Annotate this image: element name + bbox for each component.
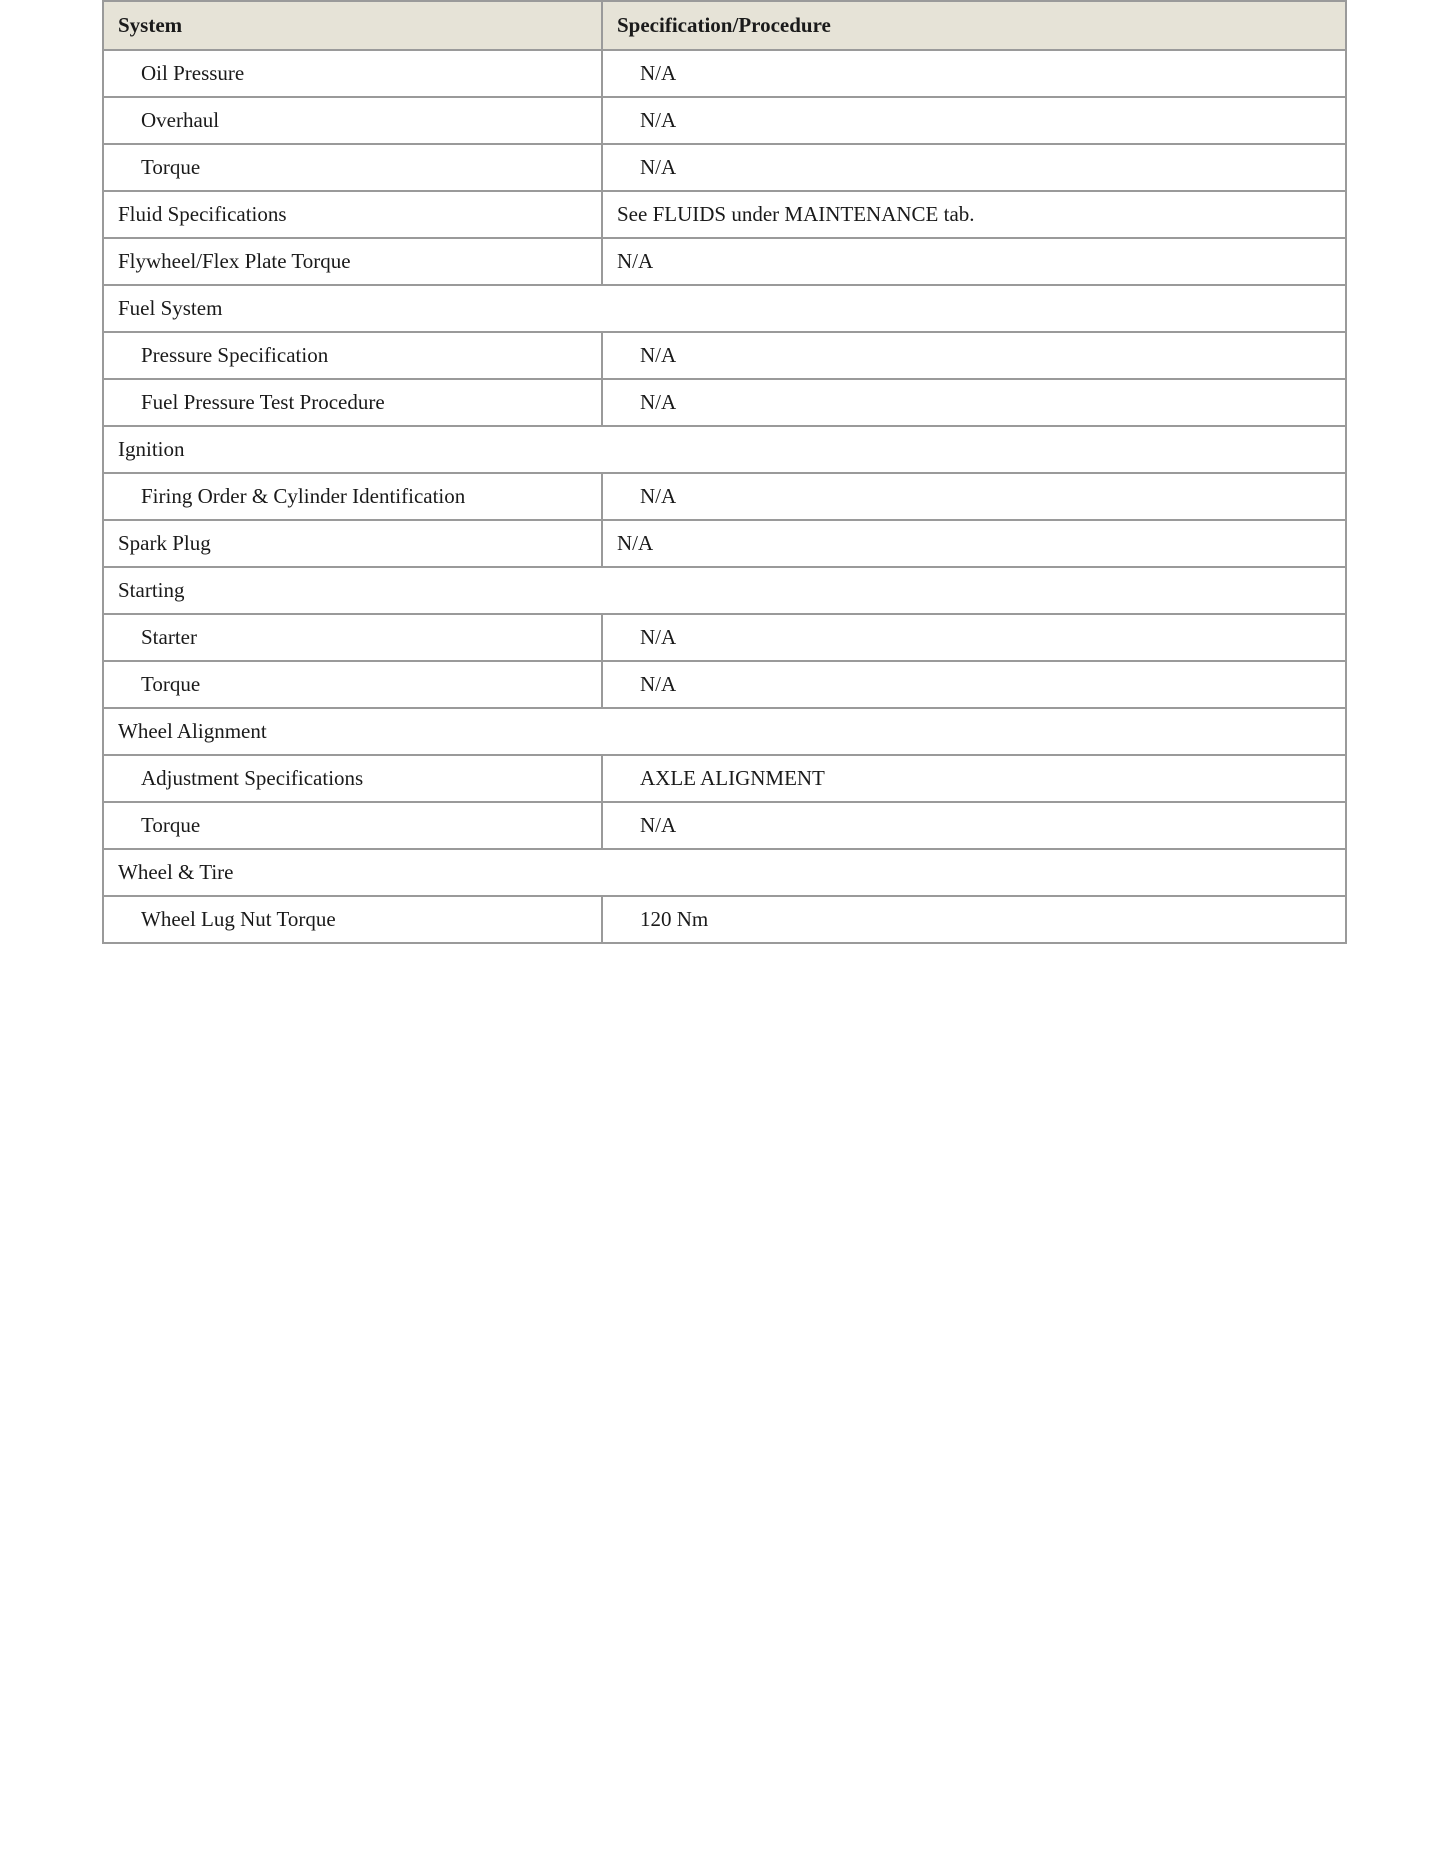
table-group-row	[103, 426, 1346, 473]
specification-cell: N/A	[602, 614, 1346, 661]
table-header	[103, 1, 1346, 50]
specification-cell: AXLE ALIGNMENT	[602, 755, 1346, 802]
specification-cell: N/A	[602, 379, 1346, 426]
table-row	[103, 144, 1346, 191]
table-row	[103, 896, 1346, 943]
table-row	[103, 97, 1346, 144]
specification-table	[102, 0, 1347, 944]
table-row	[103, 520, 1346, 567]
system-cell: Overhaul	[103, 97, 602, 144]
specification-cell: N/A	[602, 520, 1346, 567]
table-group-row	[103, 708, 1346, 755]
column-header-specification: Specification/Procedure	[602, 1, 1346, 50]
system-cell: Torque	[103, 144, 602, 191]
group-label: Wheel & Tire	[103, 849, 1346, 896]
system-cell: Spark Plug	[103, 520, 602, 567]
specification-cell: N/A	[602, 97, 1346, 144]
group-label: Wheel Alignment	[103, 708, 1346, 755]
system-cell: Firing Order & Cylinder Identification	[103, 473, 602, 520]
specification-cell: See FLUIDS under MAINTENANCE tab.	[602, 191, 1346, 238]
table-row	[103, 379, 1346, 426]
table-row	[103, 473, 1346, 520]
system-cell: Torque	[103, 661, 602, 708]
table-row	[103, 802, 1346, 849]
specification-cell: N/A	[602, 661, 1346, 708]
system-cell: Flywheel/Flex Plate Torque	[103, 238, 602, 285]
specification-cell: N/A	[602, 332, 1346, 379]
specification-cell: N/A	[602, 144, 1346, 191]
table-group-row	[103, 567, 1346, 614]
system-cell: Starter	[103, 614, 602, 661]
specification-cell: N/A	[602, 473, 1346, 520]
specification-cell: 120 Nm	[602, 896, 1346, 943]
table-group-row	[103, 849, 1346, 896]
system-cell: Fuel Pressure Test Procedure	[103, 379, 602, 426]
specification-cell: N/A	[602, 50, 1346, 97]
table-row	[103, 332, 1346, 379]
system-cell: Torque	[103, 802, 602, 849]
group-label: Fuel System	[103, 285, 1346, 332]
system-cell: Fluid Specifications	[103, 191, 602, 238]
system-cell: Oil Pressure	[103, 50, 602, 97]
group-label: Ignition	[103, 426, 1346, 473]
specification-cell: N/A	[602, 802, 1346, 849]
table-body	[103, 50, 1346, 943]
table-group-row	[103, 285, 1346, 332]
table-row	[103, 755, 1346, 802]
system-cell: Pressure Specification	[103, 332, 602, 379]
system-cell: Wheel Lug Nut Torque	[103, 896, 602, 943]
table-row	[103, 191, 1346, 238]
table-row	[103, 614, 1346, 661]
system-cell: Adjustment Specifications	[103, 755, 602, 802]
column-header-system: System	[103, 1, 602, 50]
table-row	[103, 661, 1346, 708]
header-row	[103, 1, 1346, 50]
table-row	[103, 238, 1346, 285]
specification-cell: N/A	[602, 238, 1346, 285]
group-label: Starting	[103, 567, 1346, 614]
table-row	[103, 50, 1346, 97]
